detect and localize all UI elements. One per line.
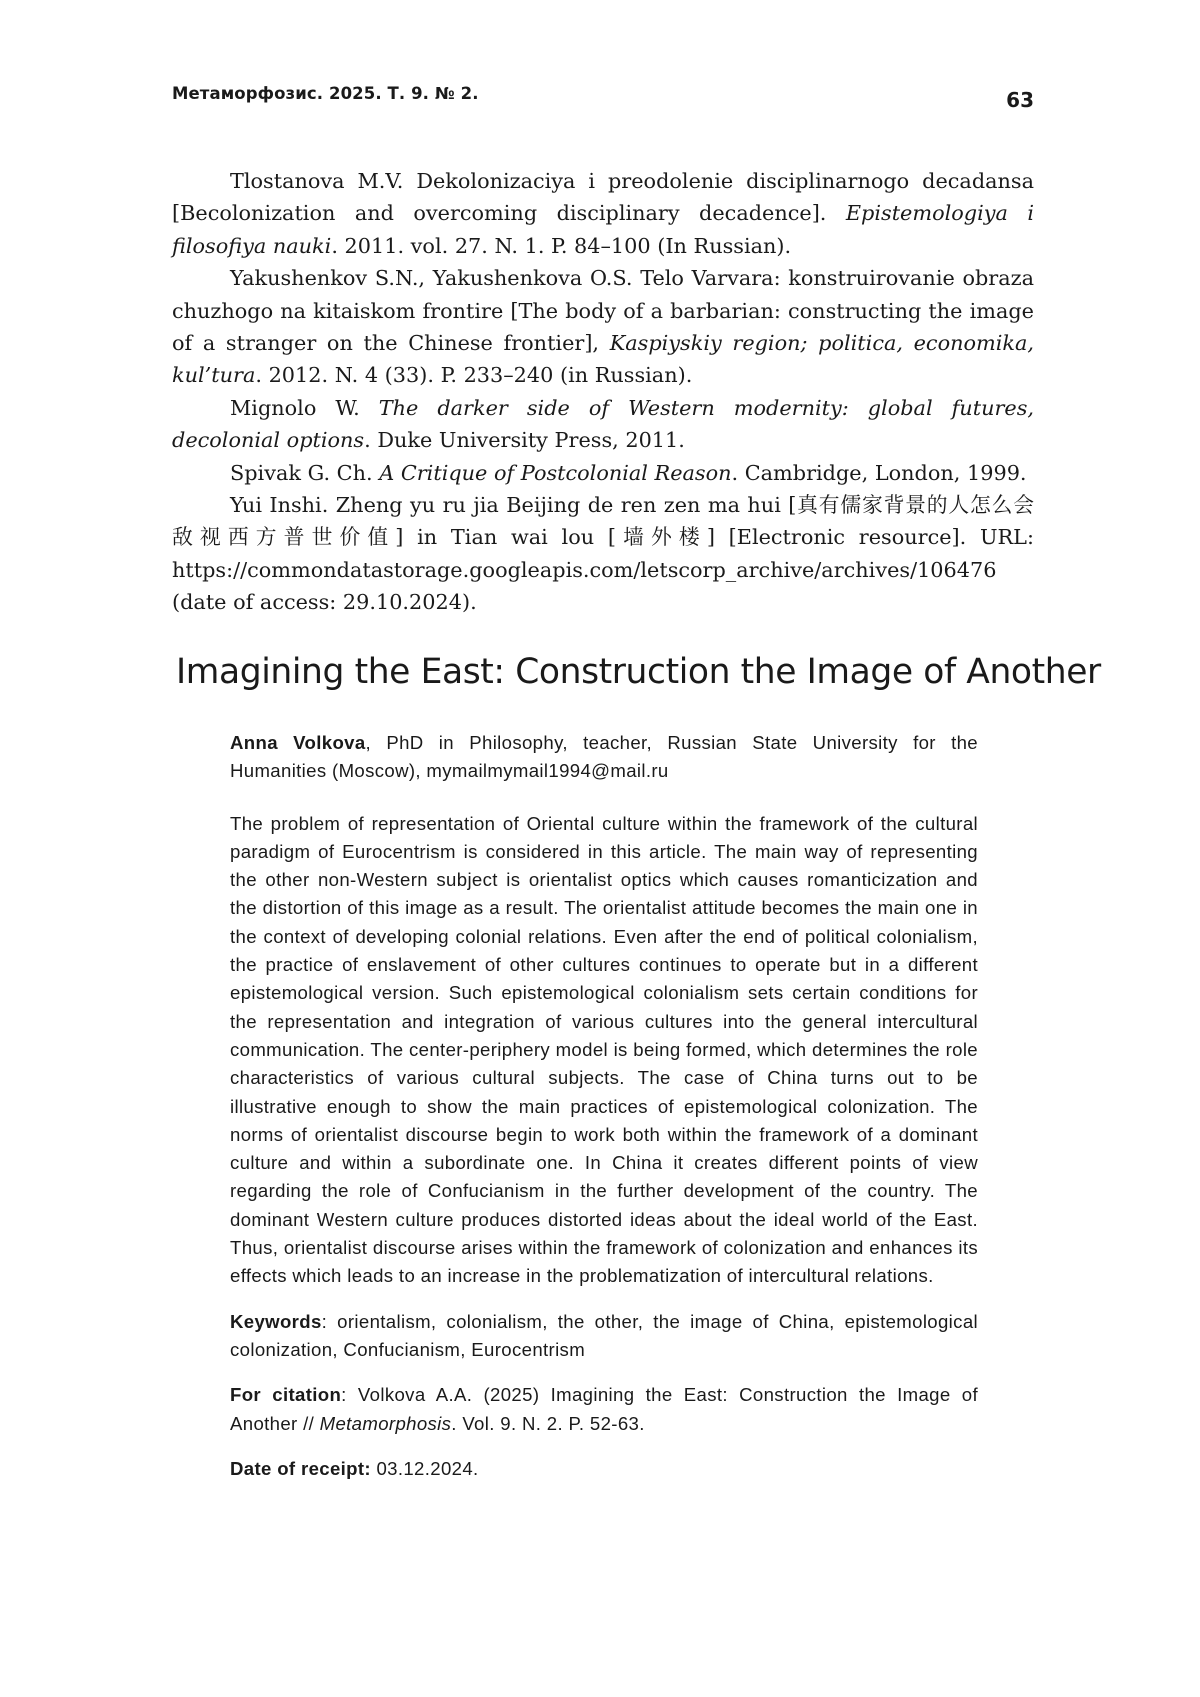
- reference-item: [172, 489, 1034, 619]
- article-title: Imagining the East: Construction the Image of Another: [176, 652, 1101, 692]
- reference-item: [172, 392, 1034, 457]
- reference-item: [172, 165, 1034, 262]
- reference-text: Yui Inshi. Zheng yu ru jia Beijing de ren zen ma hui [真有儒家背景的人怎么会敌视西方普世价值] in Tian wai lou [墙外楼] [Electronic resource]. URL: https://commondatastorage.googleapis.com/letscorp_archive/archives/106476 (date of access: 29.10.2024).: [172, 493, 1034, 615]
- reference-text: Yakushenkov S.N., Yakushenkova O.S. Telo Varvara: konstruirovanie obraza chuzhogo na kitaiskom frontire [The body of a barbarian: constructing the image of a stranger on the Chinese frontier],: [172, 266, 1034, 356]
- keywords-list: : orientalism, colonialism, the other, the image of China, epistemological colonization, Confucianism, Eurocentrism: [230, 1310, 978, 1360]
- reference-text: Spivak G. Ch.: [230, 460, 380, 485]
- citation-journal: Metamorphosis: [319, 1412, 452, 1434]
- citation-details: . Vol. 9. N. 2. P. 52-63.: [451, 1412, 645, 1434]
- citation: [230, 1381, 978, 1438]
- reference-source-title: Epistemologiya i filosofiya nauki: [172, 201, 1034, 258]
- keywords-label: Keywords: [230, 1310, 322, 1332]
- reference-text: Tlostanova M.V. Dekolonizaciya i preodolenie disciplinarnogo decadansa [Becolonization and overcoming disciplinary decadence].: [172, 169, 1034, 226]
- reference-item: [172, 262, 1034, 392]
- reference-details: . 2012. N. 4 (33). P. 233–240 (in Russian).: [255, 363, 693, 388]
- reference-text: Mignolo W.: [230, 395, 379, 420]
- reference-source-title: Kaspiyskiy region; politica, economika, kul’tura: [172, 331, 1035, 388]
- receipt-label: Date of receipt:: [230, 1457, 371, 1479]
- article-summary: [230, 729, 978, 1483]
- reference-item: [172, 457, 1034, 489]
- reference-details: . 2011. vol. 27. N. 1. P. 84–100 (In Russian).: [331, 233, 792, 258]
- keywords: [230, 1308, 978, 1365]
- citation-text: : Volkova A.A. (2025) Imagining the East: Construction the Image of Another //: [230, 1384, 978, 1434]
- reference-source-title: The darker side of Western modernity: global futures, decolonial options: [172, 395, 1034, 453]
- citation-label: For citation: [230, 1384, 342, 1406]
- page-number: 63: [1006, 88, 1034, 112]
- reference-source-title: A Critique of Postcolonial Reason: [379, 460, 732, 485]
- receipt-date: [230, 1455, 978, 1483]
- receipt-value: 03.12.2024.: [370, 1457, 479, 1479]
- reference-details: . Cambridge, London, 1999.: [731, 460, 1027, 485]
- reference-list: [172, 165, 1034, 619]
- abstract-text: The problem of representation of Oriental culture within the framework of the cultural paradigm of Eurocentrism is considered in this article. The main way of representing the other non-Western subject is orientalist optics which causes romanticization and the distortion of this image as a result. The orientalist attitude becomes the main one in the context of developing colonial relations. Even after the end of political colonialism, the practice of enslavement of other cultures continues to operate but in a different epistemological version. Such epistemological colonialism sets certain conditions for the representation and integration of various cultures into the general intercultural communication. The center-periphery model is being formed, which determines the role characteristics of various cultural subjects. The case of China turns out to be illustrative enough to show the main practices of epistemological colonization. The norms of orientalist discourse begin to work both within the framework of a dominant culture and within a subordinate one. In China it creates different points of view regarding the role of Confucianism in the further development of the country. The dominant Western culture produces distorted ideas about the ideal world of the East. Thus, orientalist discourse arises within the framework of colonization and enhances its effects which leads to an increase in the problematization of intercultural relations.: [230, 812, 978, 1287]
- author-info: [230, 729, 978, 786]
- reference-details: . Duke University Press, 2011.: [364, 428, 685, 453]
- author-details: , PhD in Philosophy, teacher, Russian State University for the Humanities (Moscow), mymailmymail1994@mail.ru: [230, 732, 978, 782]
- author-name: Anna Volkova: [230, 732, 366, 753]
- running-head: Метаморфозис. 2025. Т. 9. № 2.: [172, 84, 479, 103]
